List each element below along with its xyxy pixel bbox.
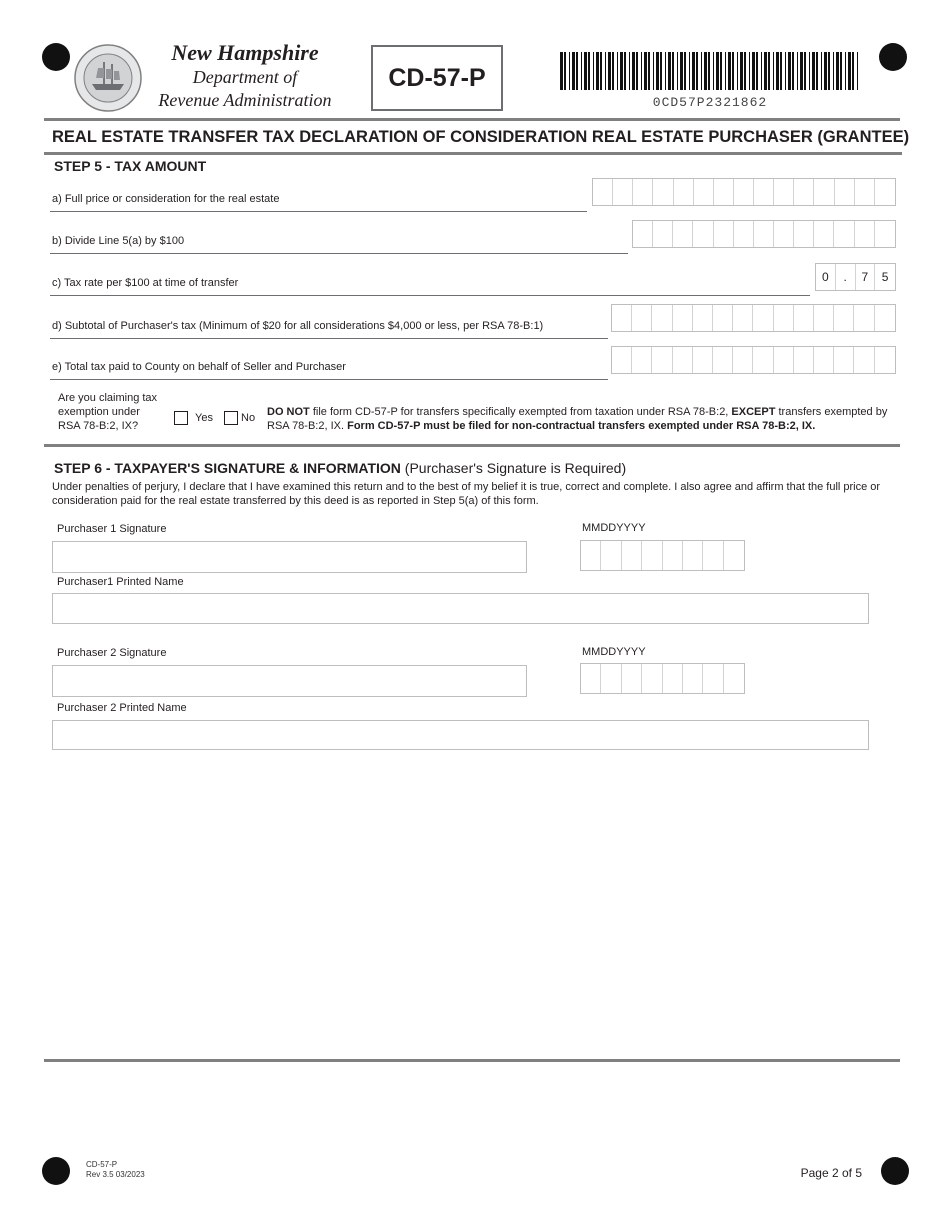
barcode-bar (749, 52, 750, 90)
barcode-bar (857, 52, 858, 90)
step6-heading-note: (Purchaser's Signature is Required) (400, 460, 627, 476)
barcode-bar (624, 52, 626, 90)
barcode-bar (632, 52, 635, 90)
page-number: Page 2 of 5 (800, 1166, 862, 1180)
barcode-bar (833, 52, 834, 90)
digit-cell[interactable] (714, 221, 734, 247)
exemption-notice (267, 405, 901, 433)
line-a-label: a) Full price or consideration for the real estate (52, 193, 280, 205)
barcode-bar (653, 52, 654, 90)
notice-text: transfers exempted by RSA 78-B:2, IX. (267, 406, 888, 432)
footer-form-id: CD-57-P (86, 1160, 118, 1169)
digit-cell[interactable] (632, 305, 652, 331)
purchaser2-date-label: MMDDYYYY (582, 646, 646, 658)
barcode-bar (689, 52, 690, 90)
digit-cell[interactable] (683, 664, 703, 693)
barcode-bar (564, 52, 566, 90)
digit-cell[interactable] (713, 305, 733, 331)
registration-mark (42, 1157, 70, 1185)
digit-cell[interactable] (754, 179, 774, 205)
digit-cell[interactable] (774, 347, 794, 373)
barcode-bar (660, 52, 662, 90)
digit-cell[interactable] (814, 221, 834, 247)
digit-cell[interactable] (714, 179, 734, 205)
agency-division: Revenue Administration (158, 90, 332, 110)
exemption-question-line: exemption under (58, 406, 140, 418)
barcode-bar (680, 52, 683, 90)
exemption-no-checkbox[interactable] (224, 411, 238, 425)
rate-digit: 0 (816, 264, 836, 290)
step5-end-rule (44, 444, 900, 447)
exemption-no-label: No (241, 412, 256, 424)
barcode-bar (756, 52, 758, 90)
digit-cell[interactable] (612, 347, 632, 373)
barcode-bar (644, 52, 647, 90)
barcode-bar (584, 52, 587, 90)
line-c-rate-boxes (815, 263, 896, 291)
step5-heading: STEP 5 - TAX AMOUNT (54, 158, 207, 174)
digit-cell[interactable] (642, 541, 662, 570)
barcode-bar (812, 52, 815, 90)
barcode-bar (788, 52, 791, 90)
digit-cell[interactable] (724, 664, 744, 693)
barcode-bar (840, 52, 842, 90)
digit-cell[interactable] (875, 347, 895, 373)
line-d-label: d) Subtotal of Purchaser's tax (Minimum of $20 for all considerations $4,000 or less, per RSA 78-B:1) (52, 320, 544, 332)
digit-cell[interactable] (794, 179, 814, 205)
digit-cell[interactable] (774, 305, 794, 331)
barcode-bar (785, 52, 786, 90)
digit-cell[interactable] (734, 179, 754, 205)
digit-cell[interactable] (673, 305, 693, 331)
exemption-question-line: Are you claiming tax (58, 392, 158, 404)
barcode-bar (764, 52, 767, 90)
step6-heading-text: STEP 6 - TAXPAYER'S SIGNATURE & INFORMATION (54, 460, 401, 476)
digit-cell[interactable] (593, 179, 613, 205)
page-title: REAL ESTATE TRANSFER TAX DECLARATION OF CONSIDERATION REAL ESTATE PURCHASER (GRANTEE) (52, 128, 910, 146)
digit-cell[interactable] (734, 221, 754, 247)
digit-cell[interactable] (673, 221, 693, 247)
line-b-amount-boxes[interactable] (632, 220, 896, 248)
barcode-bar (684, 52, 686, 90)
line-e-amount-boxes[interactable] (611, 346, 896, 374)
notice-emphasis: DO NOT (267, 406, 310, 418)
barcode-bar (809, 52, 810, 90)
barcode-bar (572, 52, 575, 90)
barcode-bar (596, 52, 599, 90)
barcode-bar (668, 52, 671, 90)
digit-cell[interactable] (601, 541, 621, 570)
digit-cell[interactable] (693, 305, 713, 331)
line-b-rule (50, 253, 628, 254)
purchaser1-signature-label: Purchaser 1 Signature (57, 523, 167, 535)
barcode-bar (656, 52, 659, 90)
barcode-bar (852, 52, 854, 90)
barcode-bar (608, 52, 611, 90)
exemption-yes-label: Yes (195, 412, 213, 424)
digit-cell[interactable] (733, 305, 753, 331)
agency-state: New Hampshire (171, 40, 319, 65)
purchaser2-date-boxes[interactable] (580, 663, 745, 694)
barcode-bar (641, 52, 642, 90)
digit-cell[interactable] (834, 347, 854, 373)
digit-cell[interactable] (854, 347, 874, 373)
barcode-bar (617, 52, 618, 90)
barcode-number: 0CD57P2321862 (652, 95, 768, 110)
digit-cell[interactable] (693, 221, 713, 247)
digit-cell[interactable] (794, 305, 814, 331)
rate-digit: 7 (856, 264, 876, 290)
rate-digit: 5 (881, 270, 889, 284)
barcode-bar (732, 52, 734, 90)
barcode-bar (560, 52, 563, 90)
digit-cell[interactable] (653, 221, 673, 247)
purchaser1-date-boxes[interactable] (580, 540, 745, 571)
barcode-bar (716, 52, 719, 90)
digit-cell[interactable] (875, 179, 895, 205)
barcode-bar (740, 52, 743, 90)
barcode-bar (569, 52, 570, 90)
barcode-bar (728, 52, 731, 90)
digit-cell[interactable] (855, 179, 875, 205)
barcode (560, 52, 860, 90)
title-rule (44, 152, 902, 155)
digit-cell[interactable] (612, 305, 632, 331)
line-e-rule (50, 379, 608, 380)
barcode-bar (824, 52, 827, 90)
exemption-yes-checkbox[interactable] (174, 411, 188, 425)
barcode-bar (773, 52, 774, 90)
digit-cell[interactable] (724, 541, 744, 570)
digit-cell[interactable] (703, 541, 723, 570)
digit-cell[interactable] (713, 347, 733, 373)
barcode-bar (797, 52, 798, 90)
digit-cell[interactable] (814, 347, 834, 373)
form-id-box (371, 45, 503, 111)
barcode-bar (600, 52, 602, 90)
line-e-label: e) Total tax paid to County on behalf of Seller and Purchaser (52, 361, 346, 373)
rate-decimal-point: . (836, 264, 856, 290)
digit-cell[interactable] (633, 221, 653, 247)
purchaser2-signature-label: Purchaser 2 Signature (57, 647, 167, 659)
barcode-bar (725, 52, 726, 90)
purchaser2-name-label: Purchaser 2 Printed Name (57, 702, 187, 714)
digit-cell[interactable] (834, 221, 854, 247)
digit-cell[interactable] (855, 221, 875, 247)
step6-heading (54, 460, 626, 476)
barcode-bar (752, 52, 755, 90)
barcode-bar (848, 52, 851, 90)
barcode-bar (792, 52, 794, 90)
digit-cell[interactable] (753, 305, 773, 331)
digit-cell[interactable] (754, 221, 774, 247)
barcode-bar (800, 52, 803, 90)
notice-text: file form CD-57-P for transfers specifically exempted from taxation under RSA 78-B:2, (309, 406, 732, 418)
barcode-bar (581, 52, 582, 90)
footer-rule (44, 1059, 900, 1062)
digit-cell[interactable] (875, 305, 895, 331)
barcode-bar (648, 52, 650, 90)
barcode-bar (593, 52, 594, 90)
digit-cell[interactable] (653, 179, 673, 205)
digit-cell[interactable] (794, 347, 814, 373)
digit-cell[interactable] (652, 347, 672, 373)
barcode-bar (605, 52, 606, 90)
digit-cell[interactable] (753, 347, 773, 373)
digit-cell[interactable] (875, 221, 895, 247)
barcode-bar (780, 52, 782, 90)
digit-cell[interactable] (794, 221, 814, 247)
barcode-bar (768, 52, 770, 90)
barcode-bar (588, 52, 590, 90)
barcode-bar (701, 52, 702, 90)
barcode-bar (744, 52, 746, 90)
footer-form-info (86, 1160, 145, 1180)
barcode-bar (620, 52, 623, 90)
digit-cell[interactable] (774, 179, 794, 205)
barcode-bar (845, 52, 846, 90)
barcode-bar (576, 52, 578, 90)
digit-cell[interactable] (694, 179, 714, 205)
digit-cell[interactable] (581, 541, 601, 570)
digit-cell[interactable] (622, 541, 642, 570)
digit-cell[interactable] (814, 179, 834, 205)
barcode-bar (776, 52, 779, 90)
digit-cell[interactable] (774, 221, 794, 247)
barcode-bar (665, 52, 666, 90)
barcode-bar (704, 52, 707, 90)
digit-cell[interactable] (703, 664, 723, 693)
barcode-bar (696, 52, 698, 90)
agency-department: Department of (192, 67, 298, 87)
digit-cell[interactable] (693, 347, 713, 373)
agency-name (140, 40, 350, 112)
digit-cell[interactable] (674, 179, 694, 205)
barcode-bar (804, 52, 806, 90)
barcode-bar (828, 52, 830, 90)
barcode-bar (636, 52, 638, 90)
digit-cell[interactable] (733, 347, 753, 373)
digit-cell[interactable] (673, 347, 693, 373)
purchaser2-signature-field[interactable] (52, 665, 527, 697)
registration-mark (42, 43, 70, 71)
perjury-declaration: Under penalties of perjury, I declare that I have examined this return and to the best of my belief it is true, correct and complete. I also agree and affirm that the full price or consideration paid for the real estate transferred by this deed is as reported in Step 5(a) of this form. (52, 481, 881, 507)
digit-cell[interactable] (854, 305, 874, 331)
footer-revision: Rev 3.5 03/2023 (86, 1170, 145, 1179)
header-rule (44, 118, 900, 121)
line-a-amount-boxes[interactable] (592, 178, 896, 206)
digit-cell[interactable] (632, 347, 652, 373)
digit-cell[interactable] (663, 541, 683, 570)
barcode-bar (836, 52, 839, 90)
barcode-bar (821, 52, 822, 90)
exemption-question (58, 391, 178, 433)
line-c-rule (50, 295, 810, 296)
purchaser1-name-label: Purchaser1 Printed Name (57, 576, 184, 588)
barcode-bar (708, 52, 710, 90)
digit-cell[interactable] (601, 664, 621, 693)
barcode-bar (677, 52, 678, 90)
barcode-bar (612, 52, 614, 90)
line-c-label: c) Tax rate per $100 at time of transfer (52, 277, 239, 289)
barcode-bar (629, 52, 630, 90)
digit-cell[interactable] (834, 305, 854, 331)
purchaser1-name-field[interactable] (52, 593, 869, 624)
digit-cell[interactable] (835, 179, 855, 205)
digit-cell[interactable] (814, 305, 834, 331)
barcode-bar (737, 52, 738, 90)
registration-mark (881, 1157, 909, 1185)
digit-cell[interactable] (633, 179, 653, 205)
state-seal-icon (74, 44, 142, 112)
digit-cell[interactable] (683, 541, 703, 570)
registration-mark (879, 43, 907, 71)
barcode-bar (761, 52, 762, 90)
purchaser1-signature-field[interactable] (52, 541, 527, 573)
exemption-question-line: RSA 78-B:2, IX? (58, 420, 139, 432)
line-a-rule (50, 211, 587, 212)
purchaser1-date-label: MMDDYYYY (582, 522, 646, 534)
form-id: CD-57-P (388, 63, 486, 92)
digit-cell[interactable] (652, 305, 672, 331)
barcode-bar (713, 52, 714, 90)
barcode-bar (672, 52, 674, 90)
line-d-rule (50, 338, 608, 339)
digit-cell[interactable] (613, 179, 633, 205)
purchaser2-name-field[interactable] (52, 720, 869, 750)
barcode-bar (692, 52, 695, 90)
barcode-bar (816, 52, 818, 90)
digit-cell[interactable] (642, 664, 662, 693)
line-b-label: b) Divide Line 5(a) by $100 (52, 235, 185, 247)
digit-cell[interactable] (581, 664, 601, 693)
line-d-amount-boxes[interactable] (611, 304, 896, 332)
digit-cell[interactable] (663, 664, 683, 693)
notice-emphasis: EXCEPT (731, 406, 776, 418)
notice-emphasis: Form CD-57-P must be filed for non-contractual transfers exempted under RSA 78-B:2, IX. (347, 420, 816, 432)
barcode-bar (720, 52, 722, 90)
digit-cell[interactable] (622, 664, 642, 693)
